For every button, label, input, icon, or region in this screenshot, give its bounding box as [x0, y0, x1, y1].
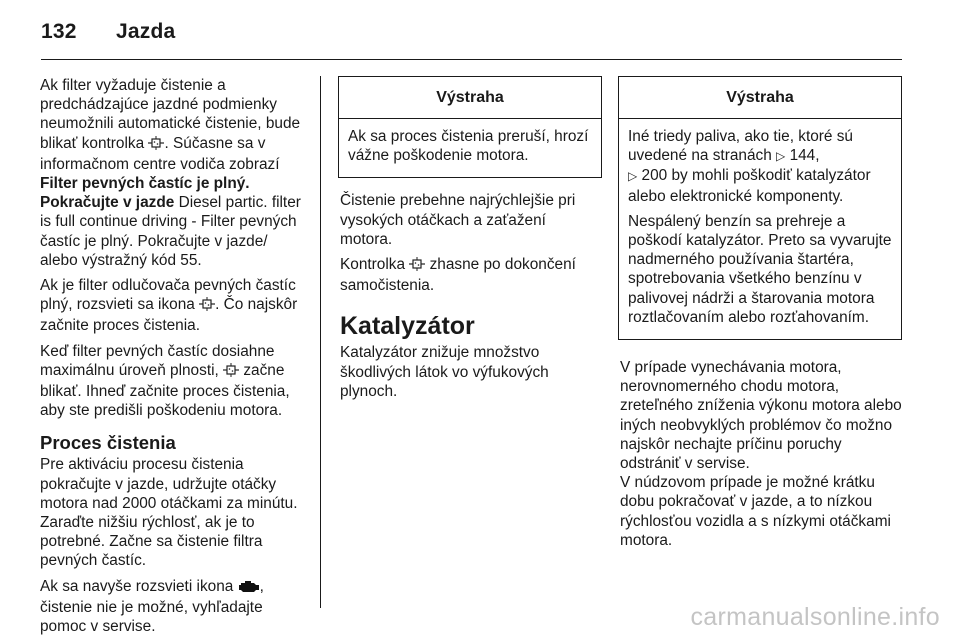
particle-filter-icon: [409, 257, 425, 276]
page-ref-link[interactable]: 200: [641, 167, 668, 185]
page-ref-triangle-icon: ▷: [776, 149, 786, 164]
page-number: 132: [41, 20, 77, 43]
check-engine-icon: [238, 579, 260, 598]
watermark: carmanualsonline.info: [690, 603, 940, 631]
paragraph: V núdzovom prípade je možné krátku dobu pokračovať v jazde, a to nízkou rýchlosťou vozidla a s nízkymi otáčkami motora.: [620, 474, 891, 549]
header-divider: [41, 59, 902, 60]
warning-text: Iné triedy paliva, ako tie, ktoré sú uvedené na stranách ▷ 144, ▷ 200 by mohli poškodiť katalyzátor alebo elektronické komponenty.: [628, 128, 871, 205]
section-heading: Proces čistenia: [40, 432, 176, 454]
page-header: [41, 16, 919, 56]
warning-title: Výstraha: [339, 77, 601, 119]
particle-filter-icon: [223, 363, 239, 382]
section-title: Jazda: [116, 20, 176, 43]
warning-box: [338, 76, 602, 178]
paragraph: Pre aktiváciu procesu čistenia pokračujte v jazde, udržujte otáčky motora nad 2000 otáčkami za minútu. Zaraďte nižšiu rýchlosť, ak je to potrebné. Začne sa čistenie filtra pevných častíc.: [40, 456, 298, 570]
column-3: [620, 76, 902, 556]
paragraph: Katalyzátor znižuje množstvo škodlivých látok vo výfukových plynoch.: [340, 344, 549, 400]
particle-filter-icon: [199, 297, 215, 316]
warning-text: Ak sa proces čistenia preruší, hrozí vážne poškodenie motora.: [348, 128, 589, 165]
paragraph: Kontrolka zhasne po dokončení samočistenia.: [340, 256, 576, 295]
section-heading: Katalyzátor: [340, 312, 475, 341]
paragraph: V prípade vynechávania motora, nerovnomerného chodu motora, zreteľného zníženia výkonu motora alebo iných neobvyklých problémov čo možno najskôr nechajte príčinu poruchy odstrániť v servise.: [620, 359, 902, 473]
warning-text: Nespálený benzín sa prehreje a poškodí katalyzátor. Preto sa vyvarujte nadmerného používania štartéra, spotrebovania všetkého benzínu v palivovej nádrži a štarovania motora roztlačovaním alebo rozťahovaním.: [628, 212, 892, 326]
paragraph: Čistenie prebehne najrýchlejšie pri vysokých otáčkach a zaťažení motora.: [340, 192, 576, 248]
paragraph: Ak je filter odlučovača pevných častíc plný, rozsvieti sa ikona . Čo najskôr začnite proces čistenia.: [40, 277, 298, 335]
warning-box: [618, 76, 902, 340]
particle-filter-icon: [148, 136, 164, 155]
page-ref-link[interactable]: 144,: [789, 147, 820, 165]
paragraph: Ak filter vyžaduje čistenie a predchádzajúce jazdné podmienky neumožnili automatické čistenie, bude blikať kontrolka . Súčasne sa v informačnom centre vodiča zobrazí Filter pevných častíc je plný. Pokračujte v jazde Diesel partic. filter is full continue driving - Filter pevných častíc je plný. Pokračujte v jazde/ alebo výstražný kód 55.: [40, 77, 301, 269]
column-divider: [320, 76, 321, 608]
paragraph: Ak sa navyše rozsvieti ikona , čistenie nie je možné, vyhľadajte pomoc v servise.: [40, 577, 264, 636]
warning-title: Výstraha: [619, 77, 901, 119]
paragraph: Keď filter pevných častíc dosiahne maximálnu úroveň plnosti, začne blikať. Ihneď začnite proces čistenia, aby ste predišli poškodeniu motora.: [40, 342, 290, 420]
page-ref-triangle-icon: ▷: [628, 169, 638, 184]
column-2: [340, 76, 602, 407]
column-1: [40, 76, 306, 642]
